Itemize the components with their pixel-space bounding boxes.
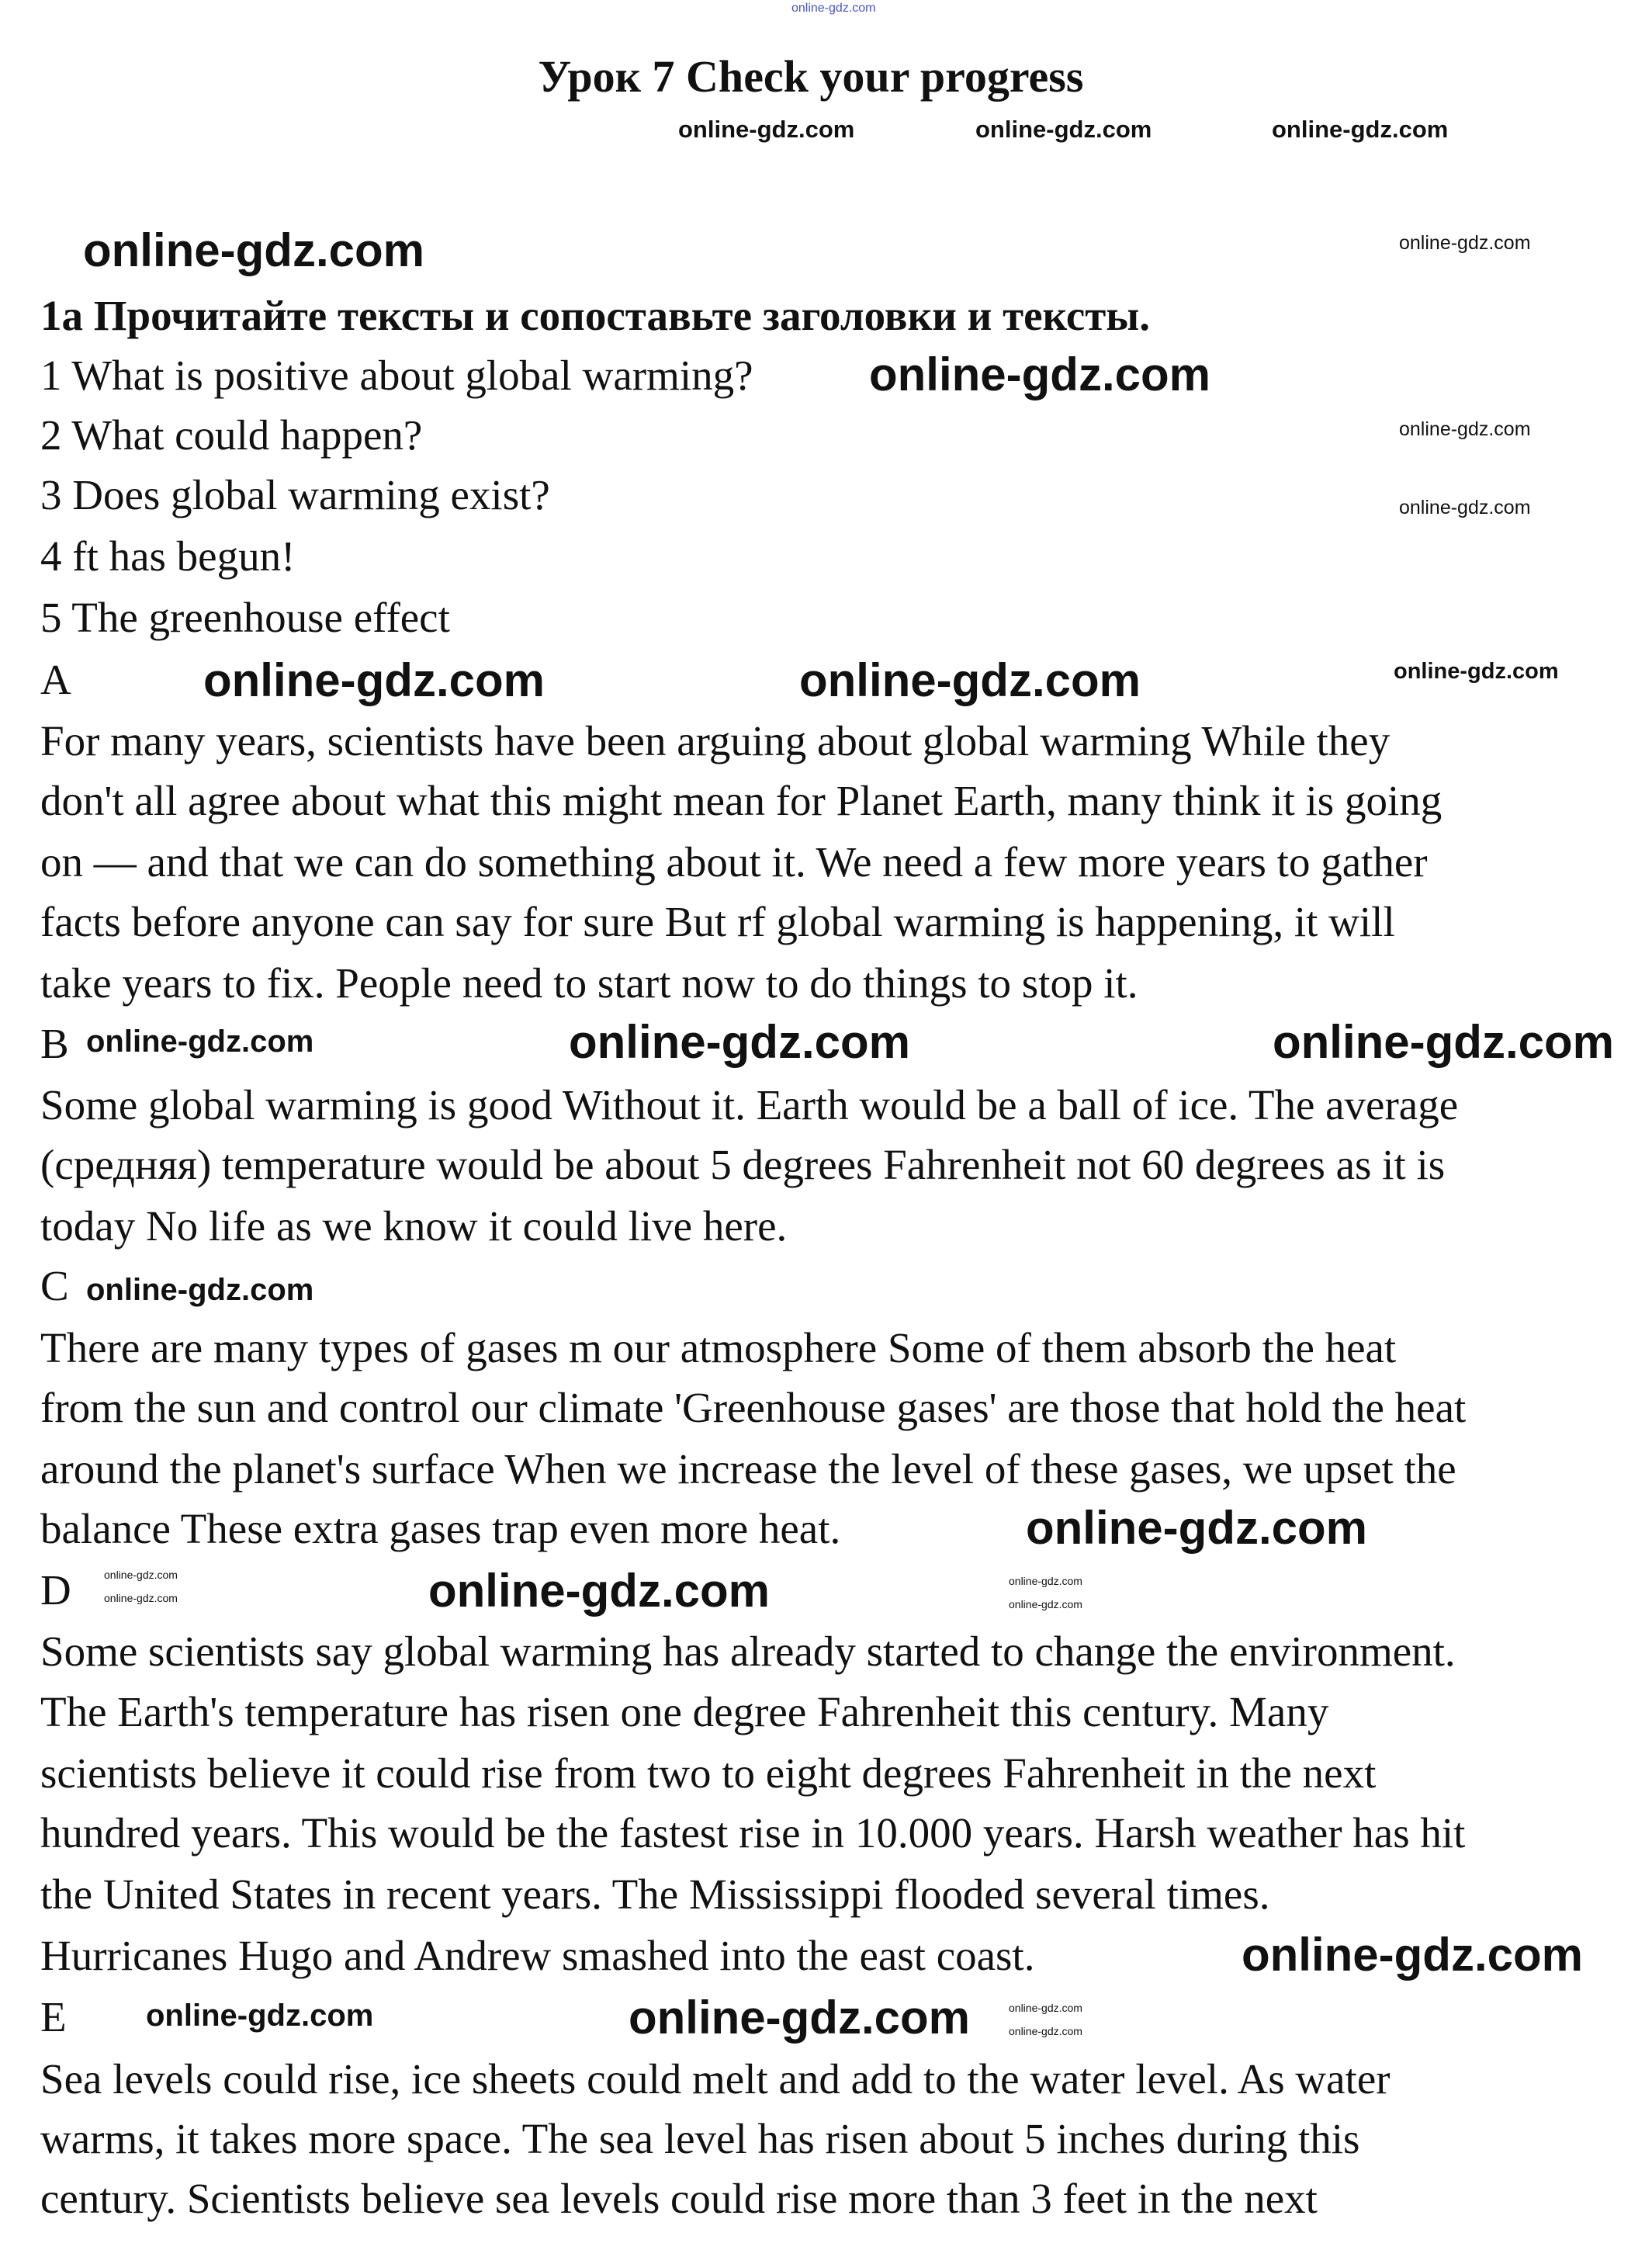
watermark: online-gdz.com [1009, 1575, 1082, 1587]
watermark: online-gdz.com [799, 654, 1141, 706]
heading-option: 4 ft has begun! [40, 532, 296, 580]
text-line: There are many types of gases m our atmosphere Some of them absorb the heat [40, 1324, 1397, 1371]
text-line: Some scientists say global warming has already started to change the environment. [40, 1628, 1456, 1675]
text-line: the United States in recent years. The Mississippi flooded several times. [40, 1870, 1270, 1918]
watermark: online-gdz.com [146, 1999, 374, 2033]
watermark: online-gdz.com [1399, 232, 1531, 254]
text-line: Hurricanes Hugo and Andrew smashed into the east coast. [40, 1932, 1035, 1979]
watermark: online-gdz.com [1399, 497, 1531, 518]
text-line: warms, it takes more space. The sea level has risen about 5 inches during this [40, 2115, 1360, 2162]
watermark: online-gdz.com [104, 1569, 178, 1581]
watermark: online-gdz.com [1399, 418, 1531, 440]
text-line: around the planet's surface When we increase the level of these gases, we upset the [40, 1445, 1456, 1493]
text-line: from the sun and control our climate 'Greenhouse gases' are those that hold the heat [40, 1384, 1467, 1431]
watermark: online-gdz.com [791, 2, 876, 15]
text-line: (средняя) temperature would be about 5 degrees Fahrenheit not 60 degrees as it is [40, 1141, 1446, 1188]
text-line: scientists believe it could rise from two to eight degrees Fahrenheit in the next [40, 1749, 1377, 1797]
task-heading: 1a Прочитайте тексты и сопоставьте заголовки и тексты. [40, 292, 1150, 339]
watermark: online-gdz.com [86, 1273, 314, 1307]
section-letter: A [40, 656, 71, 703]
watermark: online-gdz.com [1272, 116, 1449, 143]
watermark: online-gdz.com [428, 1565, 770, 1617]
watermark: online-gdz.com [1242, 1929, 1583, 1981]
heading-option: 5 The greenhouse effect [40, 594, 450, 641]
heading-option: 2 What could happen? [40, 411, 423, 459]
watermark: online-gdz.com [569, 1016, 910, 1068]
watermark: online-gdz.com [1009, 2002, 1082, 2014]
section-letter: B [40, 1020, 69, 1067]
text-line: century. Scientists believe sea levels could rise more than 3 feet in the next [40, 2175, 1318, 2222]
text-line: balance These extra gases trap even more heat. [40, 1505, 841, 1552]
watermark: online-gdz.com [629, 1992, 970, 2044]
watermark: online-gdz.com [1394, 659, 1559, 684]
text-line: on — and that we can do something about it. We need a few more years to gather [40, 838, 1428, 886]
watermark: online-gdz.com [1026, 1502, 1367, 1554]
watermark: online-gdz.com [869, 348, 1210, 400]
watermark: online-gdz.com [1009, 1598, 1082, 1610]
watermark: online-gdz.com [1009, 2025, 1082, 2037]
text-line: don't all agree about what this might mean for Planet Earth, many think it is going [40, 777, 1442, 824]
text-line: Sea levels could rise, ice sheets could melt and add to the water level. As water [40, 2055, 1391, 2103]
watermark: online-gdz.com [975, 116, 1152, 143]
watermark: online-gdz.com [83, 224, 424, 276]
text-line: Some global warming is good Without it. Earth would be a ball of ice. The average [40, 1081, 1459, 1128]
watermark: online-gdz.com [678, 116, 855, 143]
heading-option: 1 What is positive about global warming? [40, 352, 753, 399]
text-line: hundred years. This would be the fastest rise in 10.000 years. Harsh weather has hit [40, 1809, 1466, 1857]
section-letter: D [40, 1566, 71, 1614]
text-line: today No life as we know it could live here. [40, 1202, 788, 1250]
section-letter: E [40, 1993, 67, 2040]
page-title: Урок 7 Check your progress [538, 51, 1084, 102]
watermark: online-gdz.com [104, 1592, 178, 1604]
text-line: facts before anyone can say for sure But rf global warming is happening, it will [40, 898, 1395, 945]
text-line: For many years, scientists have been arguing about global warming While they [40, 717, 1391, 764]
text-line: take years to fix. People need to start now to do things to stop it. [40, 959, 1138, 1007]
watermark: online-gdz.com [86, 1024, 314, 1059]
section-letter: C [40, 1262, 69, 1309]
watermark: online-gdz.com [1273, 1016, 1614, 1068]
heading-option: 3 Does global warming exist? [40, 471, 550, 518]
watermark: online-gdz.com [203, 654, 545, 706]
text-line: The Earth's temperature has risen one degree Fahrenheit this century. Many [40, 1688, 1329, 1735]
